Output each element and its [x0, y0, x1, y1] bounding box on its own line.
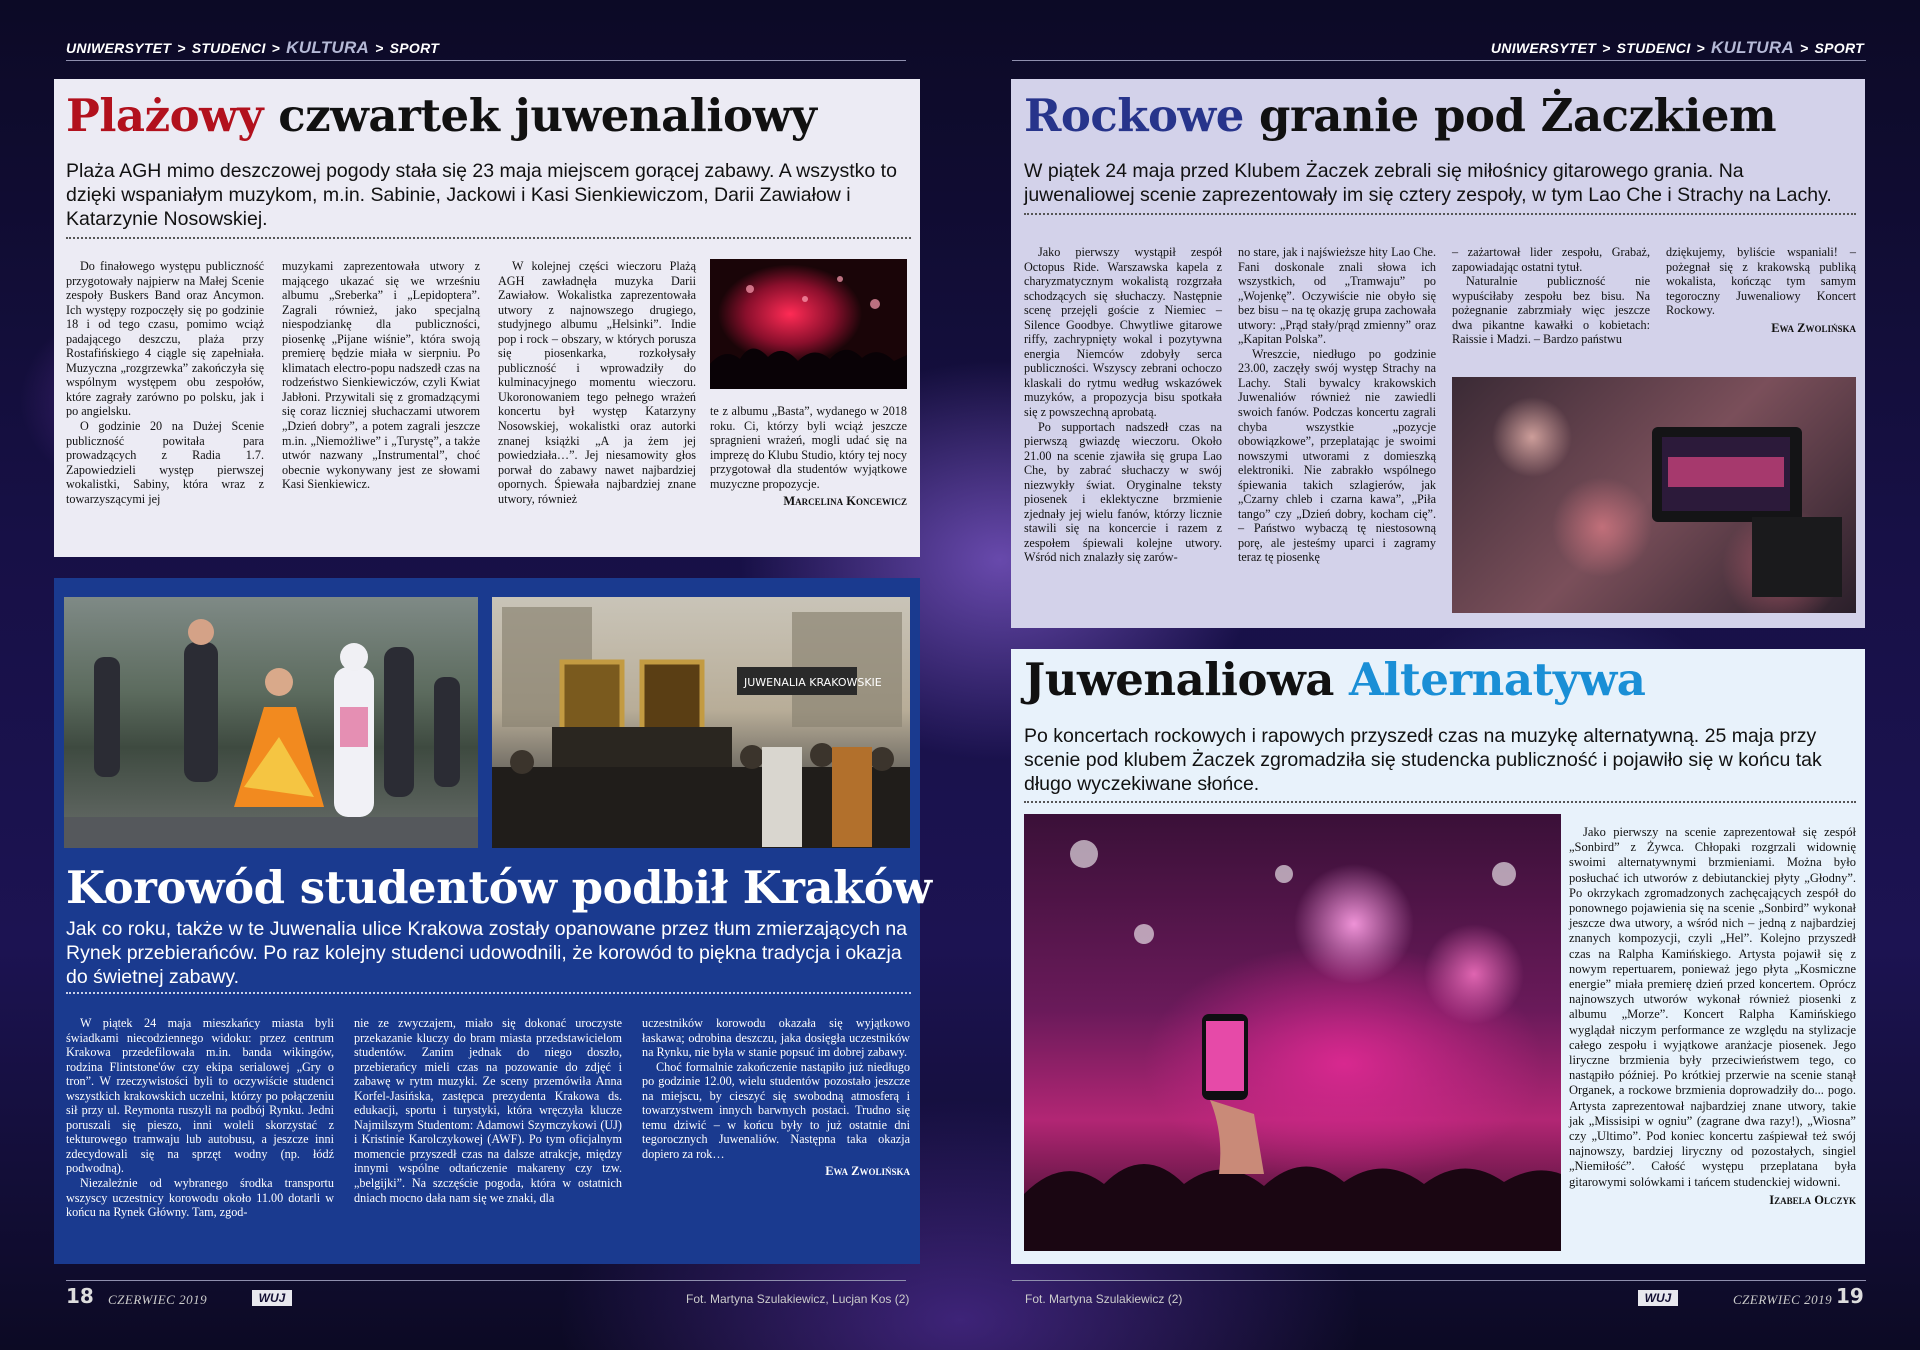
text-column: te z albumu „Basta”, wydanego w 2018 roku. Ci, którzy byli wciąż jeszcze spragnieni wrażeń, mogli udać się na imprezę do Klubu Studio, który tej nocy przygotował dla studentów wyjątkowe muzyczne propozycje. Marcelina Koncewicz: [710, 404, 907, 509]
text-column: W piątek 24 maja mieszkańcy miasta byli świadkami niecodziennego widoku: przez centrum Krakowa przedefilowała m.in. banda wikingów, rodzina Flintstone'ów czy ekipa serialowej „Gry o tron”. W rzeczywistości byli to oczywiście studenci wszystkich krakowskich uczelni, którzy po połączeniu sił przy ul. Reymonta ruszyli na podbój Rynku. Jedni poruszali się pieszo, inni woleli skorzystać z tekturowego tramwaju lub autobusu, a jeszcze inni zdecydowali się na sprzęt wodny (np. łódź podwodną). Niezależnie od wybranego środka transportu wszyscy uczestnicy korowodu około 11.00 dotarli w końcu na Rynek Główny. Tam, zgod-: [66, 1016, 334, 1220]
lead-divider: [1024, 801, 1856, 803]
nav-right: UNIWERSYTET > STUDENCI > KULTURA > SPORT: [1490, 38, 1864, 57]
parade-figures-icon: [64, 597, 478, 848]
nav-item-studenci[interactable]: STUDENCI: [1616, 40, 1691, 56]
page-number-left: 18: [66, 1284, 94, 1308]
title-highlight: Rockowe: [1024, 89, 1244, 142]
article-title: Rockowe granie pod Żaczkiem: [1024, 89, 1777, 142]
article-lead: Po koncertach rockowych i rapowych przyszedł czas na muzykę alternatywną. 25 maja przy scenie pod klubem Żaczek zgromadziła się studencka publiczność i pojawiło się w końcu tak długo wyczekiwane słońce.: [1024, 725, 1822, 795]
title-highlight: Alternatywa: [1349, 653, 1646, 706]
parade-photo-costumes: [64, 597, 478, 848]
lead-divider: [1024, 213, 1856, 215]
nav-item-kultura[interactable]: KULTURA: [286, 38, 370, 57]
article-lead: W piątek 24 maja przed Klubem Żaczek zebrali się miłośnicy gitarowego grania. Na juwenaliowej scenie zaprezentowały im się cztery zespoły, w tym Lao Che i Strachy na Lachy.: [1024, 160, 1832, 206]
article-lead: Jak co roku, także w te Juwenalia ulice Krakowa zostały opanowane przez tłum zmierzających na Rynek przebierańców. Po raz kolejny studenci udowodnili, że korowód to piękna tradycja i okazja do świetnej zabawy.: [66, 918, 908, 988]
nav-rule-right: [1012, 60, 1866, 61]
nav-item-studenci[interactable]: STUDENCI: [191, 40, 266, 56]
author-signature: Ewa Zwolińska: [1771, 320, 1856, 335]
issue-date-left: CZERWIEC 2019: [108, 1292, 208, 1307]
text-column: dziękujemy, byliście wspaniali! – pożegnał się z krakowską publiką wokalista, kończąc tym samym tegoroczny Juwenaliowy Koncert Rockowy. Ewa Zwolińska: [1666, 245, 1856, 335]
article-alternatywa: [1011, 649, 1865, 1264]
lead-divider: [66, 237, 911, 239]
text-column: Jako pierwszy na scenie zaprezentował się zespół „Sonbird” z Żywca. Chłopaki rozgrzali widownię swoimi alternatywnymi brzmieniami. Można było posłuchać ich utworów z debiutanckiej płyty „Głodny”. Po okrzykach zgromadzonych zachęcających zespół do ponownego pojawienia się na scenie „Sonbird” wykonał jeszcze dwa utwory, a wśród nich – jedną z najbardziej znanych kompozycji, czyli „Hel”. Kolejno przyszedł czas na Ralpha Kamińskiego. Artysta pojawił się z nowym repertuarem, ponieważ jego płyta „Kosmiczne energie” miała premierę dzień przed koncertem. Oprócz najnowszych utworów wykonał również piosenki z albumu „Morze”. Koncert Ralpha Kamińskiego wyglądał niczym performance ze względu na stylizacje całego zespołu i wyjątkowe aranżacje piosenek. Jego liryczne brzmienia były przeciwieństwem tego, co nastąpiło później. Po krótkiej przerwie na scenie stanął Organek, a rockowe brzmienia doprowadziły do... pogo. Artysta zaprezentował najbardziej znane utwory, takie jak „Missisipi w ogniu” (zagrane dwa razy!), „Wiosna” czy „Ultimo”. Pod koniec koncertu zaśpiewał też swój najnowszy, bardziej liryczny od pozostałych, singiel „Niemiłość”. Całość występu przeplatana była gitarowymi solówkami i tańcem studenckiej widowni. Izabela Olczyk: [1569, 825, 1856, 1207]
text-column: no stare, jak i najświeższe hity Lao Che. Fani doskonale znali słowa ich wszystkich, od „Tramwaju” po „Wojenkę”. Oczywiście nie obyło się bez bisu – na tę okazję grupa zachowała utwory: „Prąd stały/prąd zmienny” oraz „Kapitan Polska”. Wreszcie, niedługo po godzinie 23.00, zaczęły swój występ Strachy na Lachy. Stali bywalcy krakowskich Juwenaliów również nie zawiedli swoich fanów. Podczas koncertu zagrali chyba wszystkie „pozycje obowiązkowe”, przeplatając je swoimi nowszymi utworami z domieszką elektroniki. Nie zabrakło wspólnego śpiewania takich szlagierów, jak „Czarny chleb i czarna kawa”, „Piła tango” czy „Dzień dobry, kocham cię”. – Państwo wybaczą tę niestosowną porę, ale jesteśmy uparci i zagramy teraz tę piosenkę: [1238, 245, 1436, 565]
concert-photo-stage: [1024, 814, 1561, 1251]
photo-credit-right: Fot. Martyna Szulakiewicz (2): [1025, 1292, 1183, 1306]
article-title: Plażowy czwartek juwenaliowy: [66, 89, 817, 142]
author-signature: Ewa Zwolińska: [825, 1164, 910, 1179]
footer-rule-left: [66, 1280, 906, 1281]
nav-left: UNIWERSYTET > STUDENCI > KULTURA > SPORT: [66, 38, 440, 57]
phone-recording-icon: [1024, 814, 1561, 1251]
article-plazowy: [54, 79, 920, 557]
text-column: – zażartował lider zespołu, Grabaż, zapowiadając ostatni tytuł. Naturalnie publiczność nie wypuściłaby zespołu bez bisu. Na pożegnanie zabrzmiały więc jeszcze dwa pikantne kawałki o kobietach: Raissie i Madzi. – Bardzo państwu: [1452, 245, 1650, 347]
footer-rule-right: [1012, 1280, 1866, 1281]
text-column: uczestników korowodu okazała się wyjątkowo łaskawa; odrobina deszczu, jaka dosięgła uczestników na Rynku, nie była w stanie popsuć im dobrej zabawy. Choć formalnie zakończenie nastąpiło już niedługo po godzinie 12.00, wielu studentów pozostało jeszcze na miejscu, by cieszyć się swobodną atmosferą i towarzystwem innych barwnych postaci. Trudno się temu dziwić – w końcu były to już ostatnie dni tegorocznych Juwenaliów. Następna taka okazja dopiero za rok… Ewa Zwolińska: [642, 1016, 910, 1179]
text-column: nie ze zwyczajem, miało się dokonać uroczyste przekazanie kluczy do bram miasta przedstawicielom studentów. Zanim jednak do niego doszło, przebierańcy mieli czas na pozowanie do zdjęć i zabawę w rytm muzyki. Ze sceny przemówiła Anna Korfel-Jasińska, zastępca prezydenta Krakowa ds. edukacji, sportu i turystyki, która wręczyła klucze Najmilszym Studentom: Adamowi Szymczykowi (UJ) i Kristinie Karolczykowej (AWF). Po tym oficjalnym momencie przyszedł czas na dalsze atrakcje, między innymi wspólne odtańczenie makareny czy tzw. „belgijki”. Na szczęście pogoda, która w ostatnich dniach mocno dała nam się we znaki, dla: [354, 1016, 622, 1205]
parade-photo-frames: [492, 597, 910, 848]
float-banner: JUWENALIA KRAKOWSKIE: [744, 676, 882, 689]
title-highlight: Plażowy: [66, 89, 264, 142]
article-lead: Plaża AGH mimo deszczowej pogody stała się 23 maja miejscem gorącej zabawy. A wszystko to dzięki wspaniałym muzykom, m.in. Sabinie, Jackowi i Kasi Sienkiewiczom, Darii Zawiałow i Katarzynie Nosowskiej.: [66, 160, 897, 230]
lead-divider: [66, 992, 911, 994]
article-korowod: [54, 578, 932, 1264]
wuj-logo: WUJ: [1638, 1290, 1678, 1306]
article-title: Korowód studentów podbił Kraków: [66, 861, 932, 914]
picture-frame-float-icon: [492, 597, 910, 848]
article-title: Juwenaliowa Alternatywa: [1024, 653, 1646, 706]
issue-date-right: CZERWIEC 2019: [1733, 1292, 1833, 1307]
crowd-silhouette-icon: [710, 259, 907, 389]
author-signature: Izabela Olczyk: [1769, 1192, 1856, 1207]
nav-item-uniwersytet[interactable]: UNIWERSYTET: [66, 40, 172, 56]
nav-item-kultura[interactable]: KULTURA: [1711, 38, 1795, 57]
concert-photo-camera: [1452, 377, 1856, 613]
text-column: muzykami zaprezentowała utwory z mającego ukazać się we wrześniu albumu „Sreberka” i „Lepidoptera”. Zagrali również, jako specjalną niespodziankę dla publiczności, piosenkę „Pijane wiśnie”, która swoją premierę będzie miała w sierpniu. Po klimatach electro-popu nadszedł czas na rodzeństwo Sienkiewiczów, czyli Kwiat Jabłoni. Przywitali się z gromadzącymi się coraz liczniej słuchaczami utworem „Dzień dobry”, a potem zagrali jeszcze m.in. „Niemożliwe” i „Turystę”, a także utwór nazwany „Instrumental”, choć obecnie wykonywany jest ze słowami Kasi Sienkiewicz.: [282, 259, 480, 492]
text-column: W kolejnej części wieczoru Plażą AGH zawładnęła muzyka Darii Zawiałow. Wokalistka zaprezentowała utwory z najnowszego drugiego, studyjnego albumu „Helsinki”. Indie pop i rock – obszary, w których porusza się piosenkarka, rozkołysały publiczność i wprowadziły do kulminacyjnego momentu wieczoru. Ukoronowaniem tego pełnego wrażeń koncertu był występ Katarzyny Nosowskiej, wokalistki oraz autorki znanej książki „A ja żem jej powiedziała…”. Jej niesamowity głos porwał do zabawy nawet najbardziej opornych. Śpiewała najbardziej znane utwory, również: [498, 259, 696, 506]
article-rockowe: [1011, 79, 1865, 628]
nav-item-sport[interactable]: SPORT: [389, 40, 440, 56]
text-column: Do finałowego występu publiczność przygotowały najpierw na Małej Scenie zespoły Buskers Band oraz Ancymon. Ich występy rozpoczęły się po godzinie 18 i od tego czasu, pomimo wciąż padającego deszczu, plaża przy Rostafińskiego 4 ciągle się zapełniała. Muzyczna „rozgrzewka” zakończyła się wspólnym występem obu zespołów, które zagrały zarówno po polsku, jak i po angielsku. O godzinie 20 na Dużej Scenie publiczność powitała para prowadzących z Radia 1.7. Zapowiedzieli występ pierwszej wokalistki, Sabiny, która wraz z towarzyszącymi jej: [66, 259, 264, 506]
nav-rule-left: [66, 60, 906, 61]
wuj-logo: WUJ: [252, 1290, 292, 1306]
page-number-right: 19: [1836, 1284, 1864, 1308]
text-column: Jako pierwszy wystąpił zespół Octopus Ride. Warszawska kapela z charyzmatycznym wokalistą rozgrzała schodzących się słuchaczy. Następnie scenę przejęli goście z Niemiec – Silence Goodbye. Chwytliwe gitarowe riffy, zachrypnięty wokal i pozytywna energia Niemców zdobyły serca publiczności. Wszyscy zebrani ochoczo klaskali do rytmu według wskazówek muzyków, a propozycja bisu spotkała się z powszechną aprobatą. Po supportach nadszedł czas na pierwszą gwiazdę wieczoru. Około 21.00 na scenie zjawiła się grupa Lao Che, by zabrać słuchaczy w swój niezwykły świat. Oryginalne teksty piosenek i eklektyczne brzmienie zjednały jej wielu fanów, którzy licznie stawili się na koncercie i razem z zespołem śpiewali kolejne utwory. Wśród nich znalazły się zarów-: [1024, 245, 1222, 565]
author-signature: Marcelina Koncewicz: [783, 494, 907, 509]
photo-credit-left: Fot. Martyna Szulakiewicz, Lucjan Kos (2): [686, 1292, 910, 1306]
nav-item-uniwersytet[interactable]: UNIWERSYTET: [1490, 40, 1597, 56]
concert-photo-red: [710, 259, 907, 389]
camera-viewfinder-icon: [1452, 377, 1856, 613]
nav-item-sport[interactable]: SPORT: [1814, 40, 1864, 56]
